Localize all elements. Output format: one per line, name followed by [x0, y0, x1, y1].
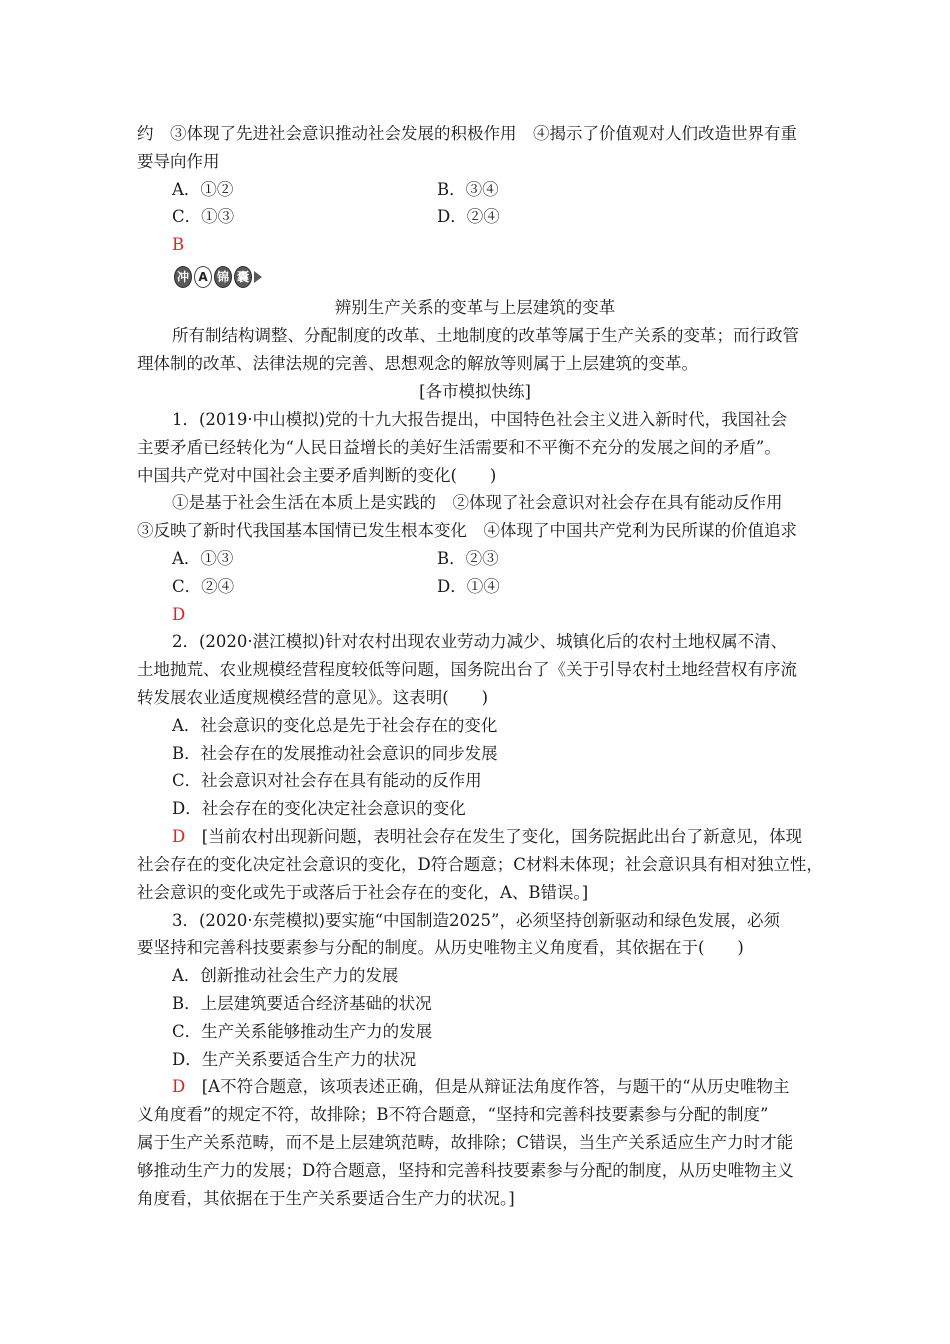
text-line: ③反映了新时代我国基本国情已发生根本变化 ④体现了中国共产党利为民所谋的价值追求 — [137, 521, 797, 540]
text-line: ①是基于社会生活在本质上是实践的 ②体现了社会意识对社会存在具有能动反作用 — [172, 493, 783, 512]
badge-arrow-icon — [254, 271, 262, 283]
badge-char: 冲 — [174, 266, 192, 288]
explanation-line — [172, 823, 862, 851]
answer-label: B — [172, 235, 185, 254]
text-line: 土地抛荒、农业规模经营程度较低等问题，国务院出台了《关于引导农村土地经营权有序流 — [137, 660, 797, 679]
explanation-text: [A不符合题意，该项表述正确，但是从辩证法角度作答，与题干的“从历史唯物主 — [185, 1077, 790, 1096]
answer-label: D — [172, 827, 186, 846]
answer-label: D — [172, 1077, 186, 1096]
text-line: 转发展农业适度规模经营的意见》。这表明( ) — [137, 688, 489, 707]
question-2: 2．(2020·湛江模拟)针对农村出现农业劳动力减少、城镇化后的农村土地权属不清、 — [172, 632, 788, 651]
badge-char: A — [194, 266, 212, 288]
text-line: 要坚持和完善科技要素参与分配的制度。从历史唯物主义角度看，其依据在于( ) — [137, 938, 744, 957]
option-a: A．创新推动社会生产力的发展 — [172, 966, 399, 985]
option-a: A．①③ — [172, 549, 234, 568]
tip-badge — [174, 265, 262, 289]
text-line: 够推动生产力的发展；D符合题意，坚持和完善科技要素参与分配的制度，从历史唯物主义 — [137, 1161, 794, 1180]
text-line: 要导向作用 — [137, 152, 220, 171]
text-line: 社会意识的变化或先于或落后于社会存在的变化，A、B错误。] — [137, 883, 589, 902]
option-c: C．社会意识对社会存在具有能动的反作用 — [172, 771, 482, 790]
text-line: 义角度看”的规定不符，故排除；B不符合题意，“坚持和完善科技要素参与分配的制度” — [137, 1105, 769, 1124]
text-line: 所有制结构调整、分配制度的改革、土地制度的改革等属于生产关系的变革；而行政管 — [172, 326, 799, 345]
text-line: 属于生产关系范畴，而不是上层建筑范畴，故排除；C错误，当生产关系适应生产力时才能 — [137, 1133, 794, 1152]
question-3: 3．(2020·东莞模拟)要实施“中国制造2025”，必须坚持创新驱动和绿色发展，必须 — [172, 911, 780, 930]
badge-char: 囊 — [234, 266, 252, 288]
text-line: 角度看，其依据在于生产关系要适合生产力的状况。] — [137, 1189, 515, 1208]
option-d: D．社会存在的变化决定社会意识的变化 — [172, 799, 466, 818]
option-c: C．生产关系能够推动生产力的发展 — [172, 1022, 433, 1041]
option-c: C．②④ — [172, 577, 235, 596]
text-line: 主要矛盾已经转化为“人民日益增长的美好生活需要和不平衡不充分的发展之间的矛盾”。 — [137, 438, 781, 457]
section-title: 辨别生产关系的变革与上层建筑的变革 — [334, 298, 616, 317]
text-line: 社会存在的变化决定社会意识的变化，D符合题意；C材料未体现；社会意识具有相对独立性， — [137, 855, 823, 874]
option-a: A．社会意识的变化总是先于社会存在的变化 — [172, 716, 498, 735]
text-line: 约 ③体现了先进社会意识推动社会发展的积极作用 ④揭示了价值观对人们改造世界有重 — [137, 124, 797, 143]
question-1: 1．(2019·中山模拟)党的十九大报告提出，中国特色社会主义进入新时代，我国社会 — [172, 410, 788, 429]
option-b: B．②③ — [437, 549, 499, 568]
explanation-text: [当前农村出现新问题，表明社会存在发生了变化，国务院据此出台了新意见，体现 — [185, 827, 803, 846]
option-b: B．社会存在的发展推动社会意识的同步发展 — [172, 744, 498, 763]
badge-char: 锦 — [214, 266, 232, 288]
practice-title: [各市模拟快练] — [419, 382, 531, 401]
option-d: D．②④ — [437, 207, 500, 226]
option-b: B．上层建筑要适合经济基础的状况 — [172, 994, 432, 1013]
text-line: 中国共产党对中国社会主要矛盾判断的变化( ) — [137, 466, 497, 485]
text-line: 理体制的改革、法律法规的完善、思想观念的解放等则属于上层建筑的变革。 — [137, 354, 698, 373]
option-d: D．①④ — [437, 577, 500, 596]
answer-label: D — [172, 605, 186, 624]
option-b: B．③④ — [437, 180, 499, 199]
option-c: C．①③ — [172, 207, 235, 226]
option-a: A．①② — [172, 180, 234, 199]
explanation-line — [172, 1073, 862, 1101]
option-d: D．生产关系要适合生产力的状况 — [172, 1050, 417, 1069]
